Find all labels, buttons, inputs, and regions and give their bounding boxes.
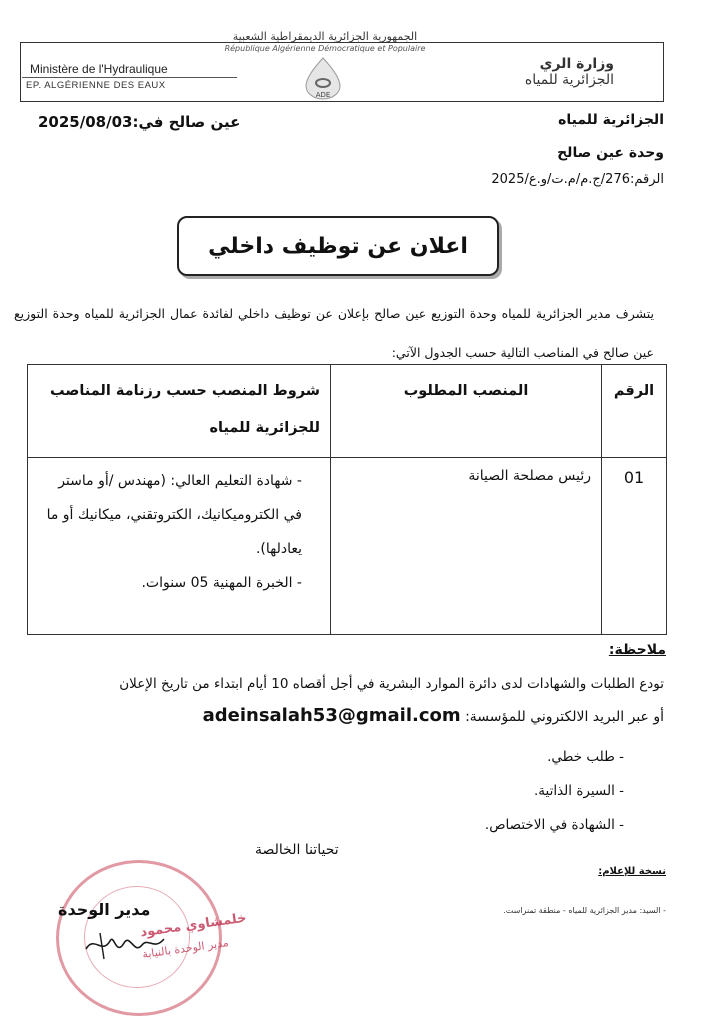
ref-label: الرقم: (630, 172, 664, 187)
condition-item: - شهادة التعليم العالي: (مهندس /أو ماستر في الكتروميكانيك، الكتروتقني، ميكانيك أو ما يعادلها). (38, 464, 302, 566)
row-conditions (28, 458, 331, 635)
copy-title: نسخة للإعلام: (598, 866, 666, 877)
positions-table (27, 364, 667, 635)
company-arabic: الجزائرية للمياه (524, 72, 614, 88)
table-row (28, 458, 667, 635)
ministry-french: Ministère de l'Hydraulique (30, 62, 168, 76)
table-header-row (28, 365, 667, 458)
email-prefix: أو عبر البريد الالكتروني للمؤسسة: (465, 709, 664, 725)
header-num: الرقم (602, 365, 667, 458)
date-label: عين صالح في: (132, 113, 241, 131)
ade-logo-icon (300, 56, 346, 100)
note-text: تودع الطلبات والشهادات لدى دائرة الموارد البشرية في أجل أقصاه 10 أيام ابتداء من تاريخ الإعلان (119, 676, 664, 692)
ref-value: 276/ج.م/م.ت/و.ع/2025 (491, 172, 630, 187)
note-title: ملاحظة: (608, 642, 666, 658)
reference-number (491, 172, 664, 187)
org-name: الجزائرية للمياه (558, 112, 664, 128)
stamp-name: خلمشاوي محمود (139, 910, 248, 941)
copy-recipient: - السيد: مدير الجزائرية للمياه - منطقة تمنراست. (503, 906, 666, 915)
svg-text:ADE: ADE (315, 91, 331, 99)
republic-french: République Algérienne Démocratique et Populaire (224, 44, 426, 53)
intro-paragraph: يتشرف مدير الجزائرية للمياه وحدة التوزيع عين صالح بإعلان عن توظيف داخلي لفائدة عمال الجزائرية للمياه وحدة التوزيع عين صالح في المناصب التالية حسب الجدول الآتي: (14, 306, 654, 360)
header-conditions: شروط المنصب حسب رزنامة المناصب للجزائرية للمياه (28, 365, 331, 458)
company-french: EP. ALGÉRIENNE DES EAUX (26, 80, 166, 91)
document-item: - طلب خطي. (485, 740, 624, 774)
date-value: 2025/08/03 (38, 113, 133, 131)
email-line (203, 705, 664, 726)
announcement-title: اعلان عن توظيف داخلي (177, 216, 499, 276)
org-unit: وحدة عين صالح (557, 145, 664, 161)
row-num: 01 (602, 458, 667, 635)
required-documents (485, 740, 624, 842)
condition-item: - الخبرة المهنية 05 سنوات. (38, 566, 302, 600)
ministry-arabic: وزارة الري (539, 56, 614, 72)
letterhead-divider (22, 77, 237, 78)
stamp-title: مدير الوحدة بالنيابة (141, 936, 230, 961)
closing-greeting: تحياتنا الخالصة (255, 842, 339, 858)
email-address[interactable]: adeinsalah53@gmail.com (202, 705, 461, 726)
document-item: - السيرة الذاتية. (485, 774, 624, 808)
signatory-title: مدير الوحدة (58, 900, 151, 919)
handwritten-signature-icon (80, 925, 170, 965)
row-post: رئيس مصلحة الصيانة (331, 458, 602, 635)
issue-date (38, 113, 240, 131)
header-post: المنصب المطلوب (331, 365, 602, 458)
republic-arabic: الجمهورية الجزائرية الديمقراطية الشعبية (232, 30, 418, 43)
document-item: - الشهادة في الاختصاص. (485, 808, 624, 842)
